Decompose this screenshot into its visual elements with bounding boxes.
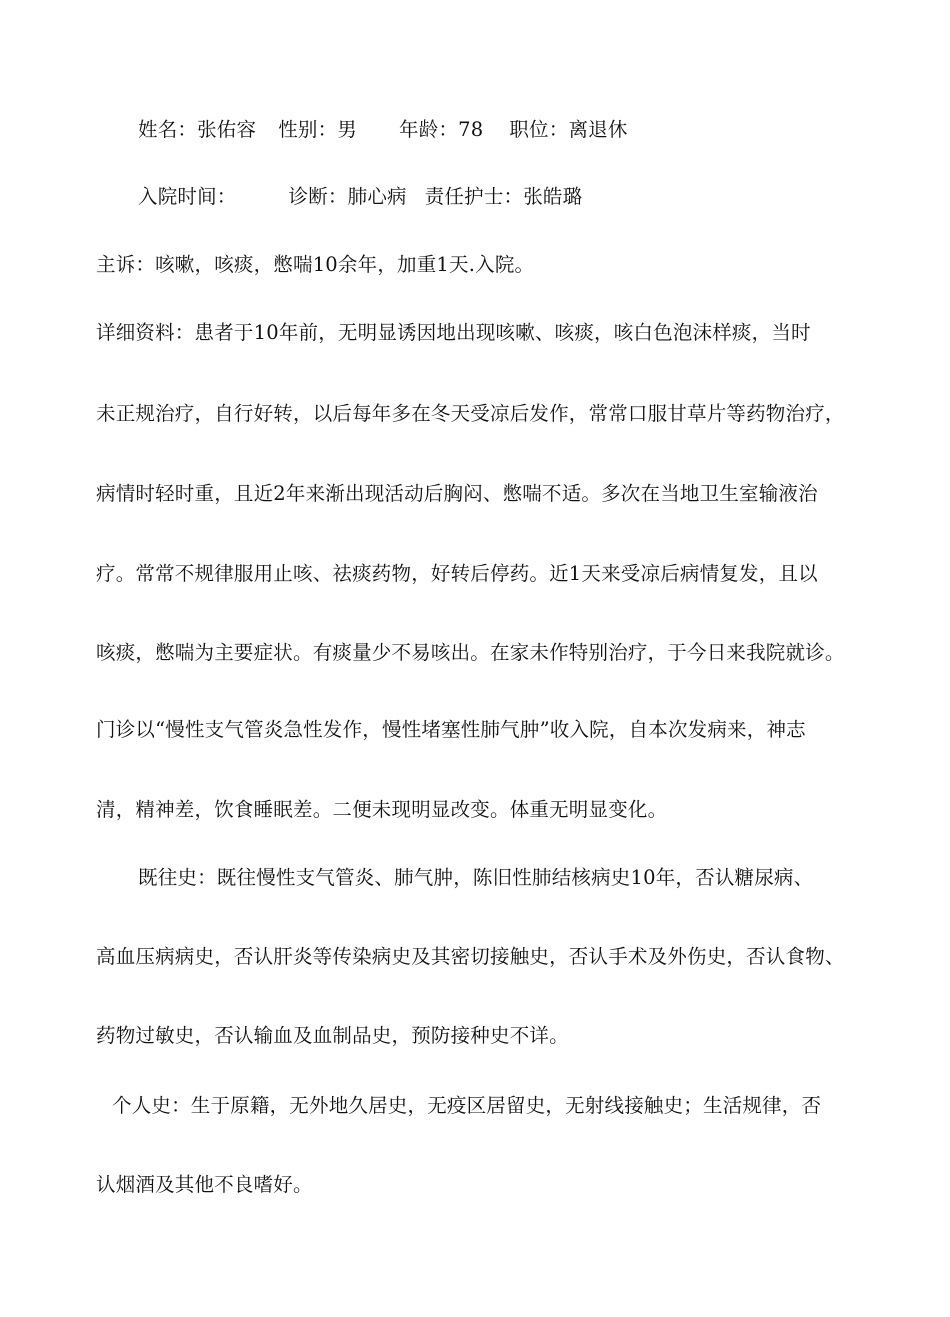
patient-age: 年龄：78 xyxy=(399,118,484,141)
detail-line: 详细资料：患者于10年前，无明显诱因地出现咳嗽、咳痰，咳白色泡沫样痰，当时 xyxy=(96,321,811,344)
detail-line: 清，精神差，饮食睡眠差。二便未现明显改变。体重无明显变化。 xyxy=(96,798,668,821)
chief-complaint: 主诉：咳嗽，咳痰，憋喘10余年，加重1天.入院。 xyxy=(96,253,535,276)
detail-line: 门诊以“慢性支气管炎急性发作，慢性堵塞性肺气肿”收入院，自本次发病来，神志 xyxy=(96,718,806,741)
detail-line: 病情时轻时重，且近2年来渐出现活动后胸闷、憋喘不适。多次在当地卫生室输液治 xyxy=(96,482,818,505)
past-history-line: 既往史：既往慢性支气管炎、肺气肿，陈旧性肺结核病史10年，否认糖尿病、 xyxy=(138,866,814,889)
past-history-line: 高血压病病史，否认肝炎等传染病史及其密切接触史，否认手术及外伤史，否认食物、 xyxy=(96,945,845,968)
detail-line: 咳痰，憋喘为主要症状。有痰量少不易咳出。在家未作特别治疗，于今日来我院就诊。 xyxy=(96,641,845,664)
detail-line: 疗。常常不规律服用止咳、祛痰药物，好转后停药。近1天来受凉后病情复发，且以 xyxy=(96,562,818,585)
patient-sex: 性别：男 xyxy=(278,118,358,141)
detail-line: 未正规治疗，自行好转，以后每年多在冬天受凉后发作，常常口服甘草片等药物治疗， xyxy=(96,402,845,425)
personal-history-line: 认烟酒及其他不良嗜好。 xyxy=(96,1173,313,1196)
admission-time: 入院时间： xyxy=(138,185,237,208)
past-history-line: 药物过敏史，否认输血及血制品史，预防接种史不详。 xyxy=(96,1024,569,1047)
patient-name: 姓名：张佑容 xyxy=(138,118,257,141)
diagnosis: 诊断：肺心病 xyxy=(288,185,407,208)
admission-info-line xyxy=(138,184,582,210)
patient-position: 职位：离退休 xyxy=(509,118,628,141)
patient-info-line xyxy=(138,117,628,143)
personal-history-line: 个人史：生于原籍，无外地久居史，无疫区居留史，无射线接触史；生活规律，否 xyxy=(112,1094,822,1117)
responsible-nurse: 责任护士：张皓璐 xyxy=(424,185,583,208)
